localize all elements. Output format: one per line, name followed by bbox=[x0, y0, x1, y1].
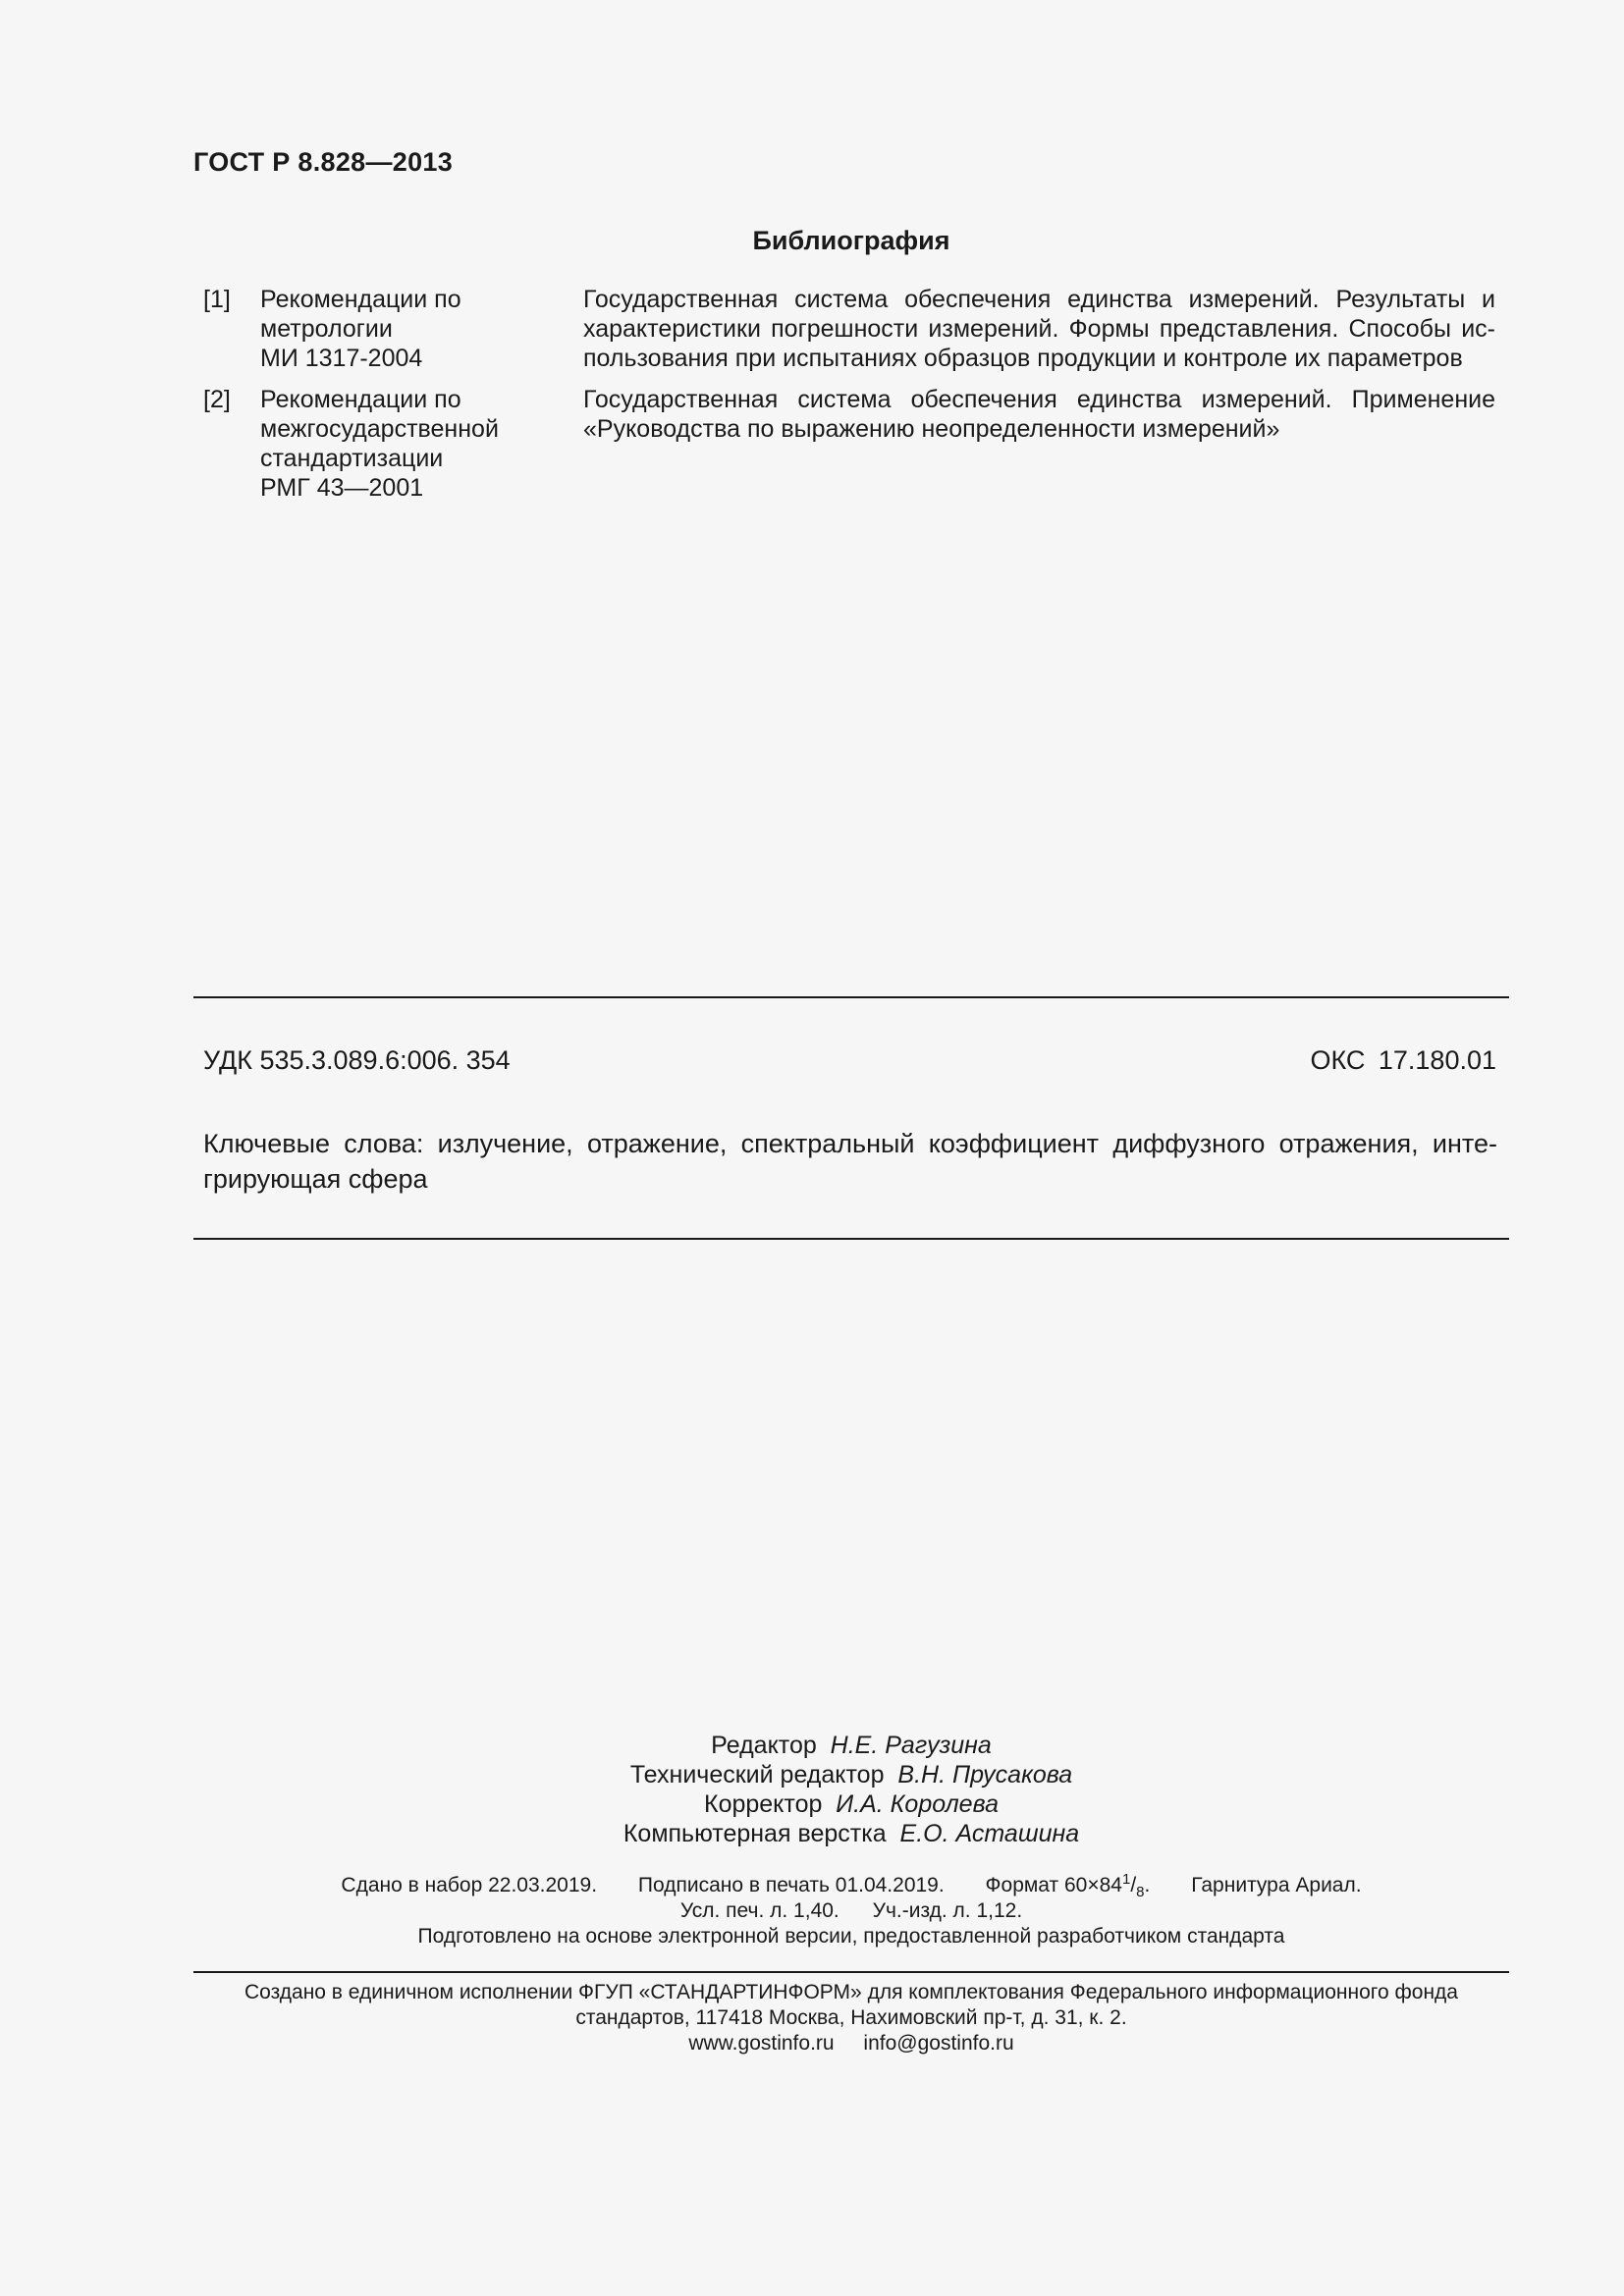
bibliography-entry bbox=[203, 285, 1495, 375]
credit-layout bbox=[0, 1819, 1624, 1848]
entry-description-line: характеристики погрешности измерений. Формы представления. Способы ис- bbox=[583, 315, 1495, 343]
print-typeface: Гарнитура Ариал. bbox=[1191, 1874, 1362, 1896]
credit-role: Компьютерная верстка bbox=[623, 1820, 887, 1847]
print-info bbox=[0, 1873, 1624, 1949]
entry-description-line: пользования при испытаниях образцов продукции и контроле их параметров bbox=[583, 345, 1463, 372]
entry-description bbox=[583, 285, 1495, 373]
divider-keywords bbox=[193, 1238, 1509, 1240]
entry-number: [2] bbox=[203, 386, 231, 413]
credit-role: Технический редактор bbox=[629, 1761, 885, 1789]
entry-description bbox=[583, 385, 1495, 444]
credit-role: Корректор bbox=[704, 1790, 823, 1818]
print-format-prefix: Формат 60×84 bbox=[985, 1874, 1122, 1896]
credit-name: Н.Е. Рагузина bbox=[830, 1732, 992, 1759]
entry-document-line: стандартизации bbox=[260, 445, 444, 472]
keywords-line: Ключевые слова: излучение, отражение, спектральный коэффициент диффузного отражения, инте- bbox=[203, 1129, 1497, 1158]
print-format: Формат $60\times 84^1/_8$. bbox=[985, 1871, 1151, 1901]
credit-tech-editor bbox=[0, 1760, 1624, 1789]
entry-document-line: Рекомендации по bbox=[260, 386, 461, 413]
entry-description-line: Государственная система обеспечения единства измерений. Применение bbox=[583, 386, 1495, 413]
credits-block bbox=[0, 1731, 1624, 1848]
entry-document-line: РМГ 43—2001 bbox=[260, 474, 424, 502]
keywords bbox=[203, 1126, 1497, 1197]
credit-role: Редактор bbox=[711, 1732, 817, 1759]
entry-document bbox=[260, 285, 584, 373]
print-signed: Подписано в печать 01.04.2019. bbox=[637, 1874, 945, 1896]
entry-document-line: Рекомендации по bbox=[260, 286, 461, 313]
credit-proofreader bbox=[0, 1789, 1624, 1819]
keywords-line: грирующая сфера bbox=[203, 1164, 428, 1194]
footer-contacts bbox=[0, 2031, 1624, 2056]
pub-sheets: Уч.-изд. л. 1,12. bbox=[872, 1899, 1023, 1922]
standard-code: ГОСТ Р 8.828—2013 bbox=[193, 147, 454, 177]
credit-editor bbox=[0, 1731, 1624, 1760]
print-format-suffix: . bbox=[1144, 1874, 1151, 1896]
print-prepared-note: Подготовлено на основе электронной версии, предоставленной разработчиком стандарта bbox=[417, 1925, 1285, 1948]
entry-description-line: «Руководства по выражению неопределенности измерений» bbox=[583, 415, 1280, 443]
footer-email-link[interactable]: info@gostinfo.ru bbox=[863, 2032, 1014, 2055]
oks-code: ОКС 17.180.01 bbox=[1310, 1045, 1496, 1075]
bibliography-title: Библиография bbox=[752, 226, 950, 255]
entry-number: [1] bbox=[203, 286, 231, 313]
entry-document bbox=[260, 385, 584, 503]
credit-name: И.А. Королева bbox=[836, 1790, 999, 1818]
print-format-sub: 8 bbox=[1136, 1884, 1145, 1901]
entry-description-line: Государственная система обеспечения единства измерений. Результаты и bbox=[583, 286, 1495, 313]
entry-document-line: метрологии bbox=[260, 315, 393, 343]
divider-top bbox=[193, 996, 1509, 998]
print-sheets: Усл. печ. л. 1,40. bbox=[679, 1899, 839, 1922]
footer-line: Создано в единичном исполнении ФГУП «СТАНДАРТИНФОРМ» для комплектования Федерального информационного фонда bbox=[244, 1981, 1458, 2003]
credit-name: В.Н. Прусакова bbox=[897, 1761, 1073, 1789]
udk-code: УДК 535.3.089.6:006. 354 bbox=[203, 1045, 511, 1075]
entry-document-line: МИ 1317-2004 bbox=[260, 345, 423, 372]
entry-document-line: межгосударственной bbox=[260, 415, 499, 443]
footer-website-link[interactable]: www.gostinfo.ru bbox=[688, 2032, 835, 2055]
footer bbox=[0, 1980, 1624, 2056]
print-info-row bbox=[0, 1871, 1624, 1901]
print-format-sup: 1 bbox=[1121, 1871, 1131, 1888]
print-info-row bbox=[0, 1898, 1624, 1924]
divider-footer bbox=[193, 1971, 1509, 1973]
bibliography-entry bbox=[203, 385, 1495, 505]
footer-line: стандартов, 117418 Москва, Нахимовский пр-т, д. 31, к. 2. bbox=[575, 2006, 1127, 2029]
credit-name: Е.О. Асташина bbox=[899, 1820, 1080, 1847]
print-submitted: Сдано в набор 22.03.2019. bbox=[341, 1874, 598, 1896]
